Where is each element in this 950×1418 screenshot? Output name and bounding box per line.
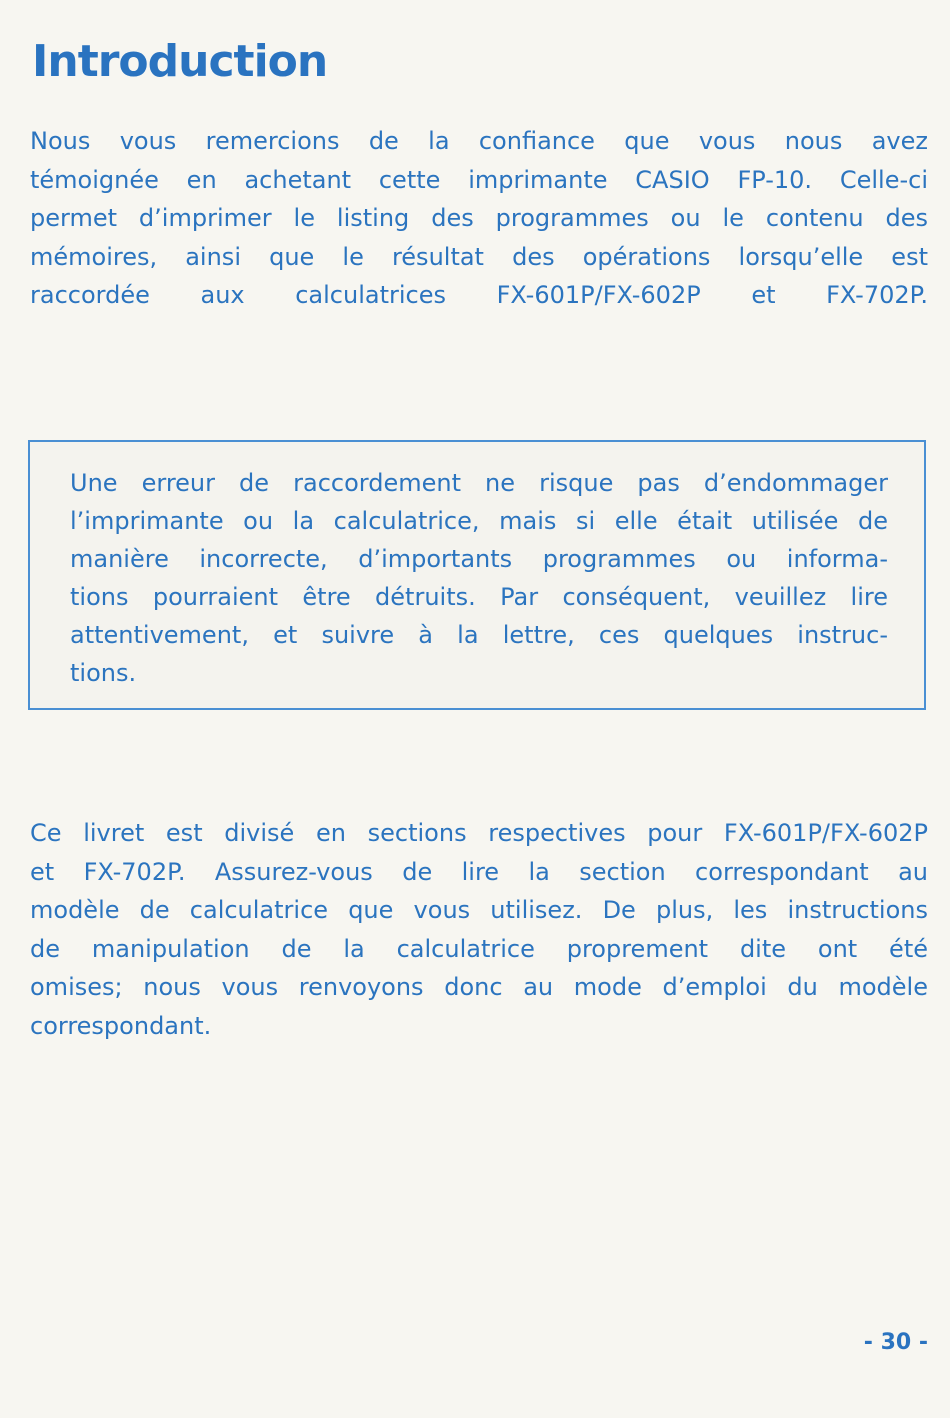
warning-line: tions.: [70, 659, 137, 687]
sections-line: omises; nous vous renvoyons donc au mode d’emploi du modèle: [30, 973, 928, 1001]
intro-line: raccordée aux calculatrices FX-601P/FX-602P et FX-702P.: [30, 281, 928, 309]
warning-line: tions pourraient être détruits. Par conséquent, veuillez lire: [70, 583, 888, 611]
intro-paragraph: [30, 122, 928, 315]
sections-line: Ce livret est divisé en sections respectives pour FX-601P/FX-602P: [30, 819, 928, 847]
warning-box: [28, 440, 926, 710]
warning-line: Une erreur de raccordement ne risque pas d’endommager: [70, 469, 888, 497]
sections-line: et FX-702P. Assurez-vous de lire la section correspondant au: [30, 857, 928, 886]
warning-line: l’imprimante ou la calculatrice, mais si elle était utilisée de: [70, 507, 888, 535]
page-number: - 30 -: [863, 1330, 928, 1355]
page-title: Introduction: [32, 36, 328, 87]
warning-line: attentivement, et suivre à la lettre, ces quelques instruc-: [70, 621, 888, 649]
intro-line: permet d’imprimer le listing des programmes ou le contenu des: [30, 204, 928, 232]
warning-text: [70, 464, 888, 692]
intro-line: témoignée en achetant cette imprimante CASIO FP-10. Celle-ci: [30, 165, 928, 194]
intro-line: Nous vous remercions de la confiance que vous nous avez: [30, 127, 928, 155]
sections-paragraph: [30, 814, 928, 1045]
intro-line: mémoires, ainsi que le résultat des opérations lorsqu’elle est: [30, 242, 928, 271]
warning-line: manière incorrecte, d’importants programmes ou informa-: [70, 545, 888, 573]
sections-line: correspondant.: [30, 1011, 212, 1040]
sections-line: modèle de calculatrice que vous utilisez. De plus, les instructions: [30, 896, 928, 924]
sections-line: de manipulation de la calculatrice proprement dite ont été: [30, 934, 928, 963]
